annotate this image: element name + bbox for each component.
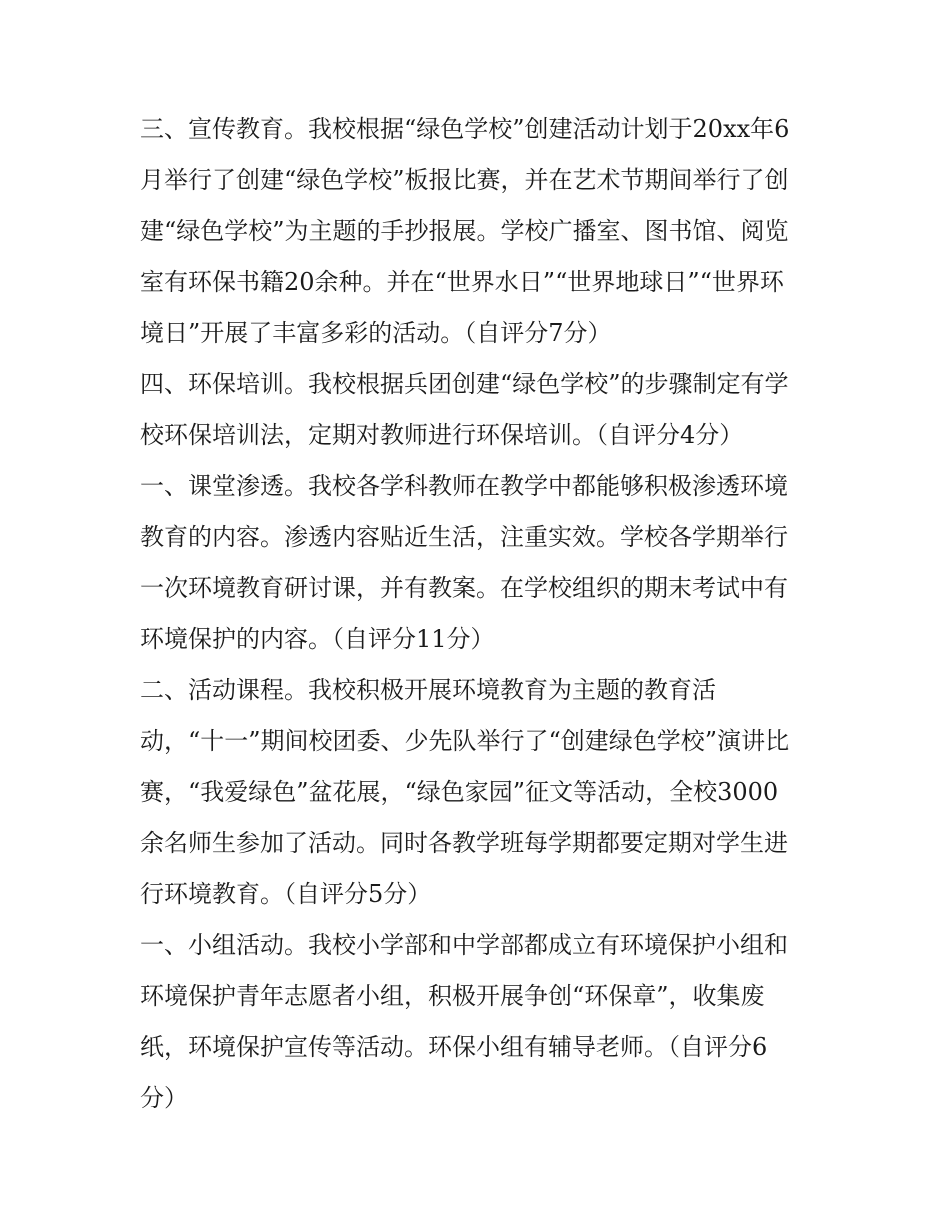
text-line: 教育的内容。渗透内容贴近生活，注重实效。学校各学期举行: [140, 523, 788, 551]
paragraph-classroom-integration: [140, 461, 830, 665]
paragraph-publicity-education: [140, 104, 830, 359]
text-line: 一、小组活动。我校小学部和中学部都成立有环境保护小组和: [140, 931, 788, 959]
text-line: 室有环保书籍20余种。并在“世界水日”“世界地球日”“世界环: [140, 268, 784, 296]
text-line: 环境保护青年志愿者小组，积极开展争创“环保章”，收集废: [140, 982, 765, 1010]
text-line: 余名师生参加了活动。同时各教学班每学期都要定期对学生进: [140, 829, 788, 857]
text-line: 校环保培训法，定期对教师进行环保培训。（自评分4分）: [140, 421, 744, 449]
text-line: 纸，环境保护宣传等活动。环保小组有辅导老师。（自评分6: [140, 1033, 768, 1061]
text-line: 二、活动课程。我校积极开展环境教育为主题的教育活: [140, 676, 716, 704]
text-line: 月举行了创建“绿色学校”板报比赛，并在艺术节期间举行了创: [140, 166, 789, 194]
document-body: [140, 104, 830, 1124]
text-line: 行环境教育。（自评分5分）: [140, 880, 432, 908]
paragraph-environmental-training: [140, 359, 830, 461]
paragraph-group-activities: [140, 920, 830, 1124]
text-line: 赛，“我爱绿色”盆花展，“绿色家园”征文等活动，全校3000: [140, 778, 779, 806]
text-line: 动，“十一”期间校团委、少先队举行了“创建绿色学校”演讲比: [140, 727, 790, 755]
text-line: 三、宣传教育。我校根据“绿色学校”创建活动计划于20xx年6: [140, 115, 790, 143]
text-line: 环境保护的内容。（自评分11分）: [140, 625, 495, 653]
text-line: 境日”开展了丰富多彩的活动。（自评分7分）: [140, 319, 612, 347]
text-line: 建“绿色学校”为主题的手抄报展。学校广播室、图书馆、阅览: [140, 217, 789, 245]
text-line: 一、课堂渗透。我校各学科教师在教学中都能够积极渗透环境: [140, 472, 788, 500]
text-line: 一次环境教育研讨课，并有教案。在学校组织的期末考试中有: [140, 574, 788, 602]
paragraph-activity-courses: [140, 665, 830, 920]
text-line: 四、环保培训。我校根据兵团创建“绿色学校”的步骤制定有学: [140, 370, 789, 398]
text-line: 分）: [140, 1084, 188, 1112]
